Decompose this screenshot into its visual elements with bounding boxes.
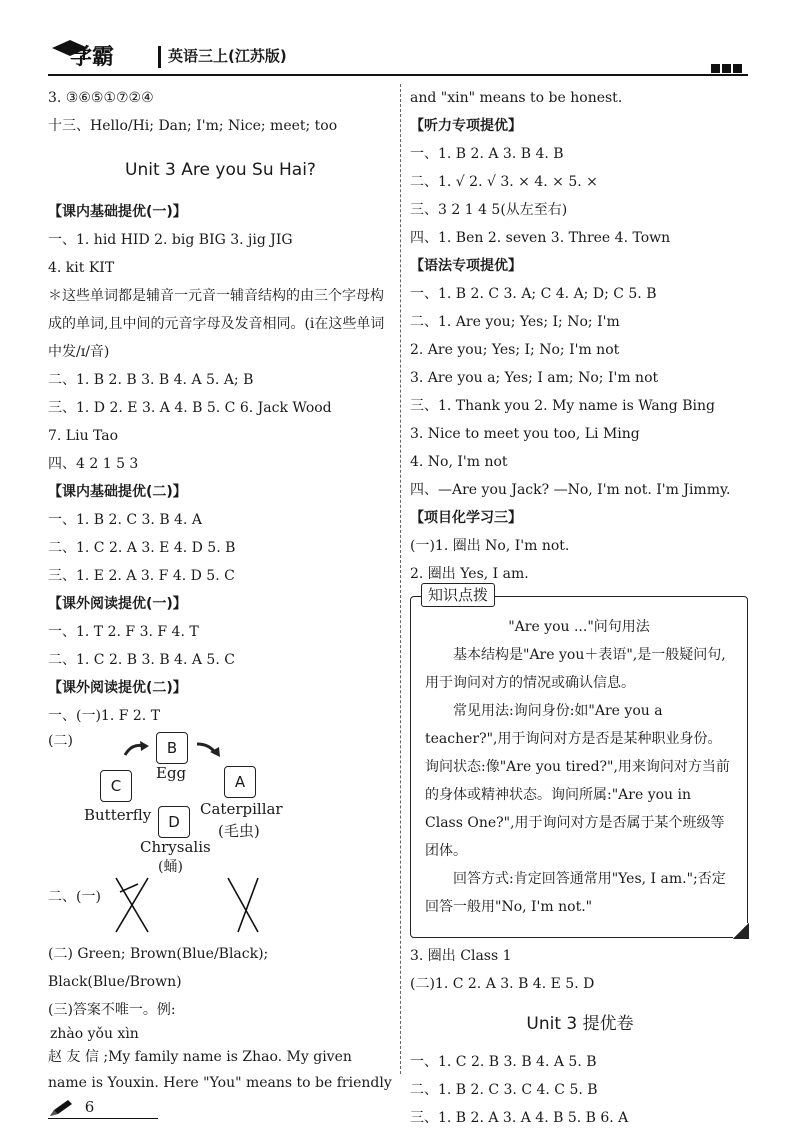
answer-line: 二、1. B 2. B 3. B 4. A 5. A; B [48, 372, 254, 388]
part-label: 二、(一) [48, 889, 101, 905]
box-paragraph: 常见用法:询问身份:如"Are you a teacher?",用于询问对方是否是某种职业身份。询问状态:像"Are you tired?",用来询问对方当前的身体或精神状态。询问所属:"Are you in Class One?",用于询问对方是否属于某个班级等团体。 [425, 703, 730, 859]
label-caterpillar: Caterpillar [200, 800, 283, 818]
answer-line: 2. Are you; Yes; I; No; I'm not [410, 342, 620, 358]
answer-line: 3. Are you a; Yes; I am; No; I'm not [410, 370, 659, 386]
section-title: 【课内基础提优(一)】 [48, 204, 187, 220]
unit-title: Unit 3 提优卷 [526, 1014, 634, 1034]
answer-line: 二、1. Are you; Yes; I; No; I'm [410, 314, 620, 330]
answer-line: 一、1. T 2. F 3. F 4. T [48, 624, 199, 640]
section-title: 【项目化学习三】 [410, 510, 522, 526]
pencil-icon [48, 1098, 74, 1118]
answer-line: 十三、Hello/Hi; Dan; I'm; Nice; meet; too [48, 118, 338, 134]
answer-line: 四、1. Ben 2. seven 3. Three 4. Town [410, 230, 671, 246]
column-divider [400, 84, 401, 1074]
card-b: B [156, 732, 188, 764]
book-title: 英语三上(江苏版) [168, 47, 287, 65]
answer-line: and "xin" means to be honest. [410, 90, 623, 106]
answer-line: (二) Green; Brown(Blue/Black); Black(Blue/Brown) [48, 946, 269, 990]
answer-line: 一、1. B 2. A 3. B 4. B [410, 146, 564, 162]
answer-line: 一、(一)1. F 2. T [48, 708, 161, 724]
answer-line: 二、1. B 2. C 3. C 4. C 5. B [410, 1082, 598, 1098]
label-butterfly: Butterfly [84, 806, 152, 824]
page-number: 6 [84, 1098, 95, 1116]
answer-line: 三、1. D 2. E 3. A 4. B 5. C 6. Jack Wood [48, 400, 332, 416]
answer-line: 二、1. √ 2. √ 3. × 4. × 5. × [410, 174, 598, 190]
answer-line: 一、1. C 2. B 3. B 4. A 5. B [410, 1054, 597, 1070]
page-footer [48, 1098, 94, 1118]
cycle-arrow-icon [194, 740, 222, 758]
answer-line: 7. Liu Tao [48, 428, 119, 444]
answer-line: 二、1. C 2. B 3. B 4. A 5. C [48, 652, 235, 668]
page-header [48, 36, 748, 80]
section-title: 【课外阅读提优(一)】 [48, 596, 187, 612]
footer-rule [48, 1118, 158, 1119]
answer-line: 3. ③⑥⑤①⑦②④ [48, 90, 154, 106]
label-egg: Egg [156, 764, 187, 782]
answer-line: 三、3 2 1 4 5(从左至右) [410, 202, 568, 218]
answer-line: 4. No, I'm not [410, 454, 508, 470]
box-heading: "Are you ..."问句用法 [508, 619, 650, 635]
card-a: A [224, 766, 256, 798]
answer-line: (二)1. C 2. A 3. B 4. E 5. D [410, 976, 595, 992]
section-title: 【听力专项提优】 [410, 118, 522, 134]
answer-line: 一、1. B 2. C 3. B 4. A [48, 512, 202, 528]
unit-title: Unit 3 Are you Su Hai? [125, 160, 316, 180]
answer-line: 三、1. E 2. A 3. F 4. D 5. C [48, 568, 235, 584]
label-chrysalis: Chrysalis [140, 838, 211, 856]
matching-lines-icon [108, 872, 338, 938]
pinyin-line: zhào yǒu xìn [50, 1026, 139, 1042]
answer-line: (一)1. 圈出 No, I'm not. [410, 538, 570, 554]
answer-line: 四、—Are you Jack? —No, I'm not. I'm Jimmy. [410, 482, 731, 498]
section-title: 【课外阅读提优(二)】 [48, 680, 187, 696]
part-label: (二) [48, 733, 73, 749]
header-rule [48, 74, 748, 76]
section-title: 【语法专项提优】 [410, 258, 522, 274]
label-chrysalis-cn: (蛹) [158, 859, 183, 875]
answer-line: 三、1. B 2. A 3. A 4. B 5. B 6. A [410, 1110, 629, 1126]
section-title: 【课内基础提优(二)】 [48, 484, 187, 500]
answer-line: 3. 圈出 Class 1 [410, 948, 512, 964]
answer-line: 一、1. B 2. C 3. A; C 4. A; D; C 5. B [410, 286, 657, 302]
card-c: C [100, 770, 132, 802]
cycle-arrow-icon [122, 740, 150, 758]
answer-line: 2. 圈出 Yes, I am. [410, 566, 529, 582]
label-caterpillar-cn: (毛虫) [218, 822, 260, 840]
answer-line: (三)答案不唯一。例: [48, 1002, 176, 1018]
note-text: ＊这些单词都是辅音一元音一辅音结构的由三个字母构成的单词,且中间的元音字母及发音相同。(i在这些单词中发/ɪ/音) [48, 288, 385, 360]
right-column [410, 84, 750, 1132]
box-title: 知识点拨 [421, 583, 495, 607]
matching-lines [48, 870, 393, 940]
answer-line: 二、1. C 2. A 3. E 4. D 5. B [48, 540, 236, 556]
left-column [48, 84, 393, 1096]
answer-line: 四、4 2 1 5 3 [48, 456, 139, 472]
answer-line: 赵 友 信 ;My family name is Zhao. My given name is Youxin. Here "You" means to be friendly [48, 1049, 392, 1091]
box-paragraph: 基本结构是"Are you＋表语",是一般疑问句,用于询问对方的情况或确认信息。 [425, 647, 726, 691]
knowledge-tip-box [410, 586, 748, 938]
life-cycle-diagram [48, 730, 393, 875]
logo-text: 学霸 [70, 45, 115, 70]
answer-line: 三、1. Thank you 2. My name is Wang Bing [410, 398, 715, 414]
answer-line: 4. kit KIT [48, 260, 115, 276]
answer-line: 3. Nice to meet you too, Li Ming [410, 426, 640, 442]
answer-line: 一、1. hid HID 2. big BIG 3. jig JIG [48, 232, 293, 248]
corner-fold [733, 923, 749, 939]
card-d: D [158, 806, 190, 838]
box-paragraph: 回答方式:肯定回答通常用"Yes, I am.";否定回答一般用"No, I'm not." [425, 871, 726, 915]
header-separator [158, 46, 161, 68]
